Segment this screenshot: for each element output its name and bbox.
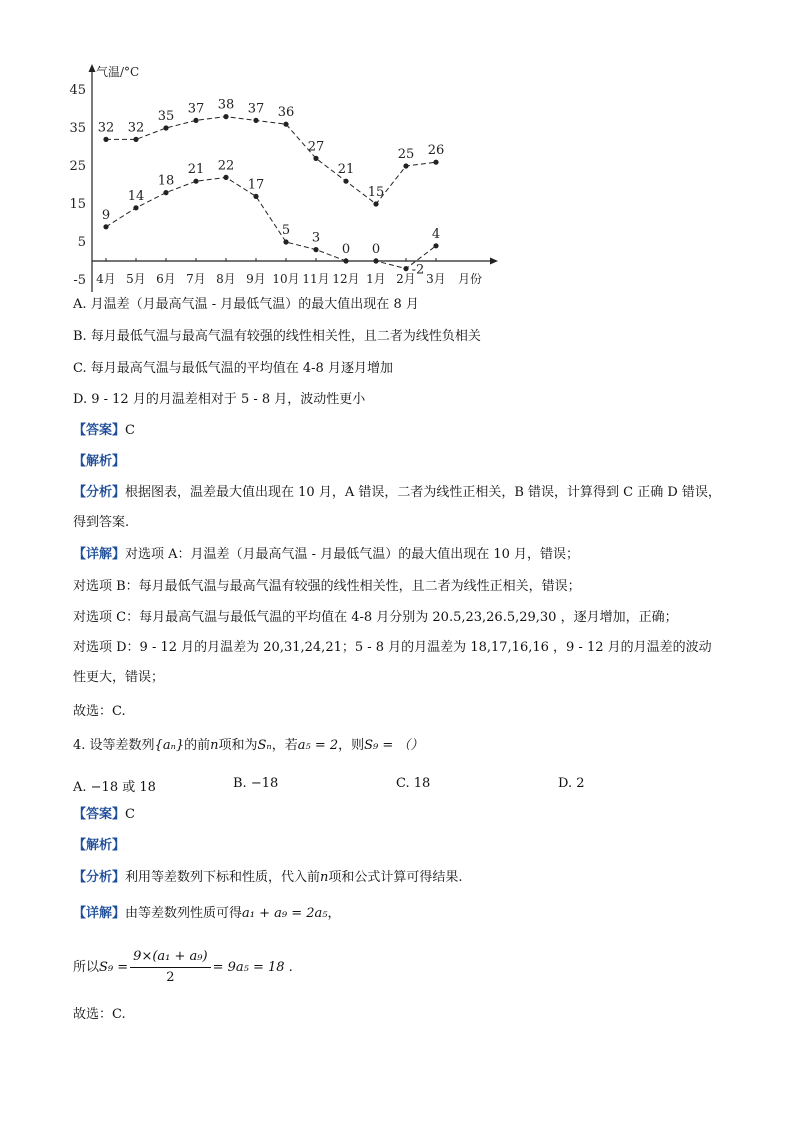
fenxi-tag: 【分析】: [73, 485, 126, 500]
q3-detail-b: 对选项 B：每月最低气温与最高气温有较强的线性相关性，且二者为线性正相关，错误；: [73, 579, 581, 594]
detail-a-text: 对选项 A：月温差（月最高气温 - 月最低气温）的最大值出现在 10 月，错误；: [125, 547, 580, 562]
x-tick-label: 2月: [396, 272, 416, 286]
min-temp-point: [373, 258, 378, 263]
min-temp-label: 14: [127, 188, 145, 204]
answer-tag: 【答案】: [73, 423, 126, 438]
q3-answer: [73, 422, 135, 440]
min-temp-point: [253, 194, 258, 199]
y-tick-label: -5: [73, 273, 86, 288]
min-temp-point: [433, 243, 438, 248]
stem-text: 的前: [184, 738, 211, 753]
fenxi-text: 项和公式计算可得结果.: [328, 870, 463, 885]
n-symbol: n: [210, 738, 219, 753]
max-temp-point: [133, 137, 138, 142]
min-temp-label: 4: [431, 226, 441, 242]
x-tick-label: 12月: [332, 272, 360, 286]
max-temp-label: 32: [127, 120, 145, 136]
y-tick-label: 45: [69, 83, 86, 98]
max-temp-label: 35: [157, 109, 175, 124]
max-temp-point: [313, 156, 318, 161]
x-tick-label: 8月: [216, 272, 236, 286]
detail-tag: 【详解】: [73, 547, 126, 562]
detail-tag: 【详解】: [73, 906, 126, 921]
x-tick-label: 7月: [186, 272, 206, 286]
max-temp-line: [106, 117, 436, 204]
detail-text: 由等差数列性质可得: [125, 906, 243, 921]
stem-text: 项和为: [218, 738, 258, 753]
max-temp-point: [283, 122, 288, 127]
x-tick-label: 1月: [366, 272, 386, 286]
q4-answer: [73, 806, 135, 824]
q3-option-a: A. 月温差（月最高气温 - 月最低气温）的最大值出现在 8 月: [73, 297, 419, 312]
q4-fenxi: [73, 869, 463, 887]
q3-detail-d: 对选项 D：9 - 12 月的月温差为 20,31,24,21；5 - 8 月的月温差为 18,17,16,16 ，9 - 12 月的月温差的波动性更大，错误；: [73, 640, 712, 685]
max-temp-label: 27: [307, 139, 325, 155]
q4-stem: [73, 737, 423, 755]
s9-rhs: = 9a₅ = 18 .: [212, 960, 293, 975]
q4-option-a: A. −18 或 18: [73, 780, 156, 795]
max-temp-label: 37: [187, 101, 205, 117]
q3-detail-c: 对选项 C：每月最高气温与最低气温的平均值在 4-8 月分别为 20.5,23,26.5,29,30 ，逐月增加，正确；: [73, 610, 678, 625]
max-temp-label: 21: [337, 162, 355, 178]
x-tick-label: 9月: [246, 272, 266, 286]
max-temp-point: [193, 118, 198, 123]
max-temp-label: 38: [217, 97, 235, 113]
min-temp-label: 18: [157, 173, 175, 189]
min-temp-point: [223, 175, 228, 180]
q4-detail: [73, 905, 341, 923]
q3-option-b: B. 每月最低气温与最高气温有较强的线性相关性，且二者为线性负相关: [73, 329, 481, 344]
sequence-symbol: {aₙ}: [154, 738, 185, 753]
y-tick-label: 5: [77, 235, 86, 250]
y-tick-label: 35: [69, 121, 86, 136]
min-temp-point: [163, 190, 168, 195]
x-axis-label: 月份: [457, 272, 483, 286]
x-tick-label: 6月: [156, 272, 176, 286]
max-temp-point: [343, 179, 348, 184]
max-temp-label: 36: [277, 105, 295, 121]
min-temp-label: 22: [217, 158, 235, 174]
min-temp-label: 17: [247, 177, 265, 193]
y-tick-label: 15: [69, 197, 86, 212]
max-temp-label: 25: [397, 147, 415, 162]
min-temp-label: 3: [311, 230, 321, 246]
n-symbol: n: [320, 870, 329, 885]
q3-option-c: C. 每月最高气温与最低气温的平均值在 4-8 月逐月增加: [73, 361, 393, 376]
max-temp-point: [253, 118, 258, 123]
fraction-denominator: 2: [166, 970, 175, 985]
max-temp-point: [163, 125, 168, 130]
x-tick-label: 10月: [272, 272, 300, 286]
min-temp-point: [133, 205, 138, 210]
q4-s9-formula: [73, 946, 293, 990]
q4-conclusion: 故选：C.: [73, 1007, 126, 1022]
fenxi-text: 利用等差数列下标和性质，代入前: [125, 870, 321, 885]
fenxi-text: 根据图表，温差最大值出现在 10 月，A 错误，二者为线性正相关，B 错误，计算得到 C 正确 D 错误，得到答案.: [73, 485, 721, 530]
fraction: [130, 947, 210, 988]
min-temp-label: 9: [101, 207, 111, 223]
q4-option-b: B. −18: [233, 776, 279, 791]
q3-analysis-tag: [73, 453, 125, 471]
min-temp-label: 5: [281, 223, 291, 238]
min-temp-point: [193, 179, 198, 184]
y-tick-label: 25: [69, 159, 86, 174]
so-text: 所以: [73, 960, 100, 975]
q3-conclusion: 故选：C.: [73, 704, 126, 719]
analysis-tag: 【解析】: [73, 838, 126, 853]
max-temp-label: 37: [247, 101, 265, 117]
stem-text: ，若: [271, 738, 298, 753]
answer-tag: 【答案】: [73, 807, 126, 822]
max-temp-point: [103, 137, 108, 142]
temperature-chart: [60, 52, 500, 297]
condition: a₅ = 2: [297, 738, 339, 753]
min-temp-point: [403, 266, 408, 271]
x-tick-label: 5月: [126, 272, 146, 286]
fenxi-tag: 【分析】: [73, 870, 126, 885]
min-temp-point: [343, 258, 348, 263]
x-axis-arrow: [490, 258, 498, 265]
q4-analysis-tag: [73, 837, 125, 855]
s9-query: S₉ = （）: [364, 738, 424, 753]
sn-symbol: Sₙ: [257, 738, 272, 753]
min-temp-point: [103, 224, 108, 229]
q3-fenxi: [73, 478, 723, 538]
q4-option-d: D. 2: [558, 776, 585, 791]
q3-option-d: D. 9 - 12 月的月温差相对于 5 - 8 月，波动性更小: [73, 392, 366, 407]
q3-detail-a: [73, 546, 579, 564]
min-temp-label: -2: [411, 262, 425, 278]
analysis-tag: 【解析】: [73, 454, 126, 469]
min-temp-label: 0: [341, 242, 351, 257]
max-temp-point: [373, 201, 378, 206]
answer-value: C: [125, 807, 135, 822]
answer-value: C: [125, 423, 135, 438]
x-tick-label: 11月: [302, 272, 330, 286]
x-tick-label: 3月: [426, 272, 446, 286]
max-temp-label: 32: [97, 120, 115, 136]
max-temp-point: [403, 163, 408, 168]
max-temp-label: 26: [427, 143, 445, 159]
min-temp-point: [313, 247, 318, 252]
fraction-numerator: 9×(a₁ + a₉): [130, 947, 210, 968]
max-temp-point: [223, 114, 228, 119]
x-tick-label: 4月: [96, 272, 116, 286]
max-temp-point: [433, 160, 438, 165]
detail-text: ，: [327, 906, 341, 921]
y-axis-arrow: [89, 64, 96, 72]
equation: a₁ + a₉ = 2a₅: [242, 906, 328, 921]
min-temp-label: 21: [187, 162, 205, 178]
s9-lhs: S₉ =: [99, 960, 129, 975]
max-temp-label: 15: [367, 185, 385, 200]
stem-text: 4. 设等差数列: [73, 738, 155, 753]
q4-option-c: C. 18: [396, 776, 431, 791]
min-temp-point: [283, 239, 288, 244]
stem-text: ，则: [338, 738, 365, 753]
y-axis-label: 气温/°C: [96, 65, 140, 79]
min-temp-label: 0: [371, 242, 381, 257]
